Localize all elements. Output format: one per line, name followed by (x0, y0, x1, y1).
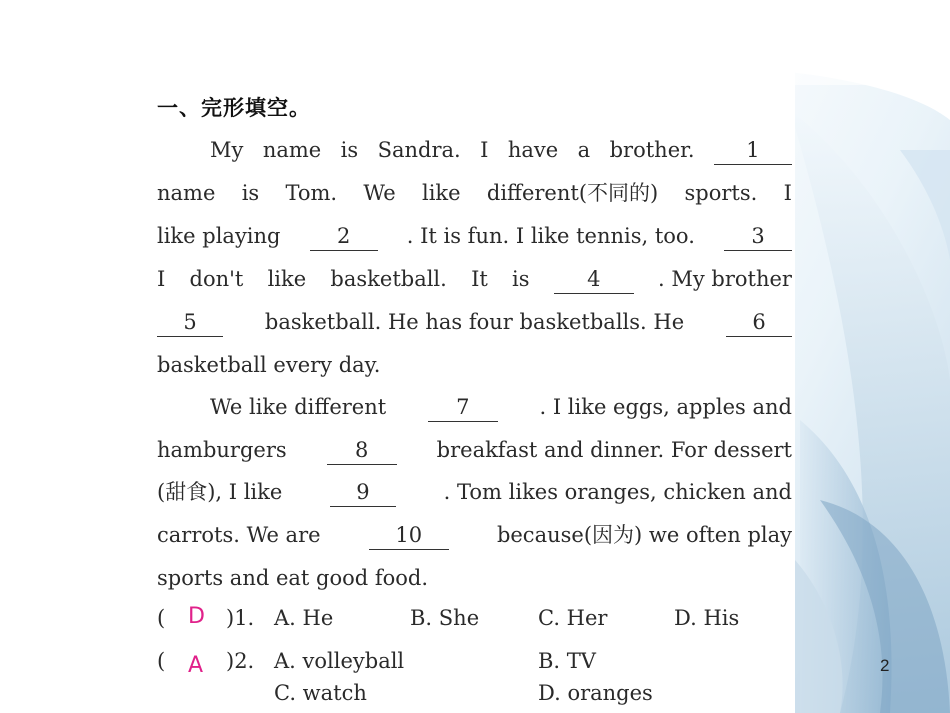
blank-8[interactable]: 8 (327, 437, 397, 465)
passage-line-2: name is Tom. We like different(不同的) sports. I (157, 181, 792, 205)
passage-line-9: (甜食), I like 9 . Tom likes oranges, chicken and (157, 474, 792, 510)
q1-option-c[interactable]: C. Her (538, 606, 608, 630)
passage-line-5: 5 basketball. He has four basketballs. He 6 (157, 304, 792, 340)
passage-line-8: hamburgers 8 breakfast and dinner. For dessert (157, 432, 792, 468)
q2-option-c[interactable]: C. watch (274, 681, 367, 705)
passage-line-4: I don't like basketball. It is 4 . My brother (157, 261, 792, 297)
answer-2: A (188, 653, 204, 678)
section-heading: 一、完形填空。 (157, 96, 311, 120)
blank-2[interactable]: 2 (310, 223, 378, 251)
passage-line-1: My name is Sandra. I have a brother. 1 (210, 132, 792, 168)
q2-option-b[interactable]: B. TV (538, 649, 596, 673)
blank-3[interactable]: 3 (724, 223, 792, 251)
answer-1: D (188, 604, 205, 629)
passage-line-10: carrots. We are 10 because(因为) we often play (157, 517, 792, 553)
q1-option-a[interactable]: A. He (274, 606, 334, 630)
worksheet: 一、完形填空。 My name is Sandra. I have a brother. 1 name is Tom. We like different(不同的) sports. I like playing 2 . It is fun. I like tennis, too. 3 I don't like basketball. It is 4 . My brother 5 basketball. He has four basketballs. He 6 basketball every day. We like different 7 . I like eggs, apples and hamburgers 8 breakfast and dinner. For dessert (甜食), I like 9 . Tom likes oranges, chicken and carrots. We are 10 because(因为) we often play sports and eat good food. ( D )1. A. He B. She C. Her D. His ( A )2. A. volleyball B. TV C. watch D. oranges (0, 0, 950, 713)
blank-10[interactable]: 10 (369, 522, 449, 550)
blank-7[interactable]: 7 (428, 394, 498, 422)
blank-1[interactable]: 1 (714, 137, 792, 165)
q2-option-d[interactable]: D. oranges (538, 681, 653, 705)
passage-line-11: sports and eat good food. (157, 566, 429, 590)
blank-9[interactable]: 9 (330, 479, 396, 507)
q2-option-a[interactable]: A. volleyball (274, 649, 405, 673)
blank-4[interactable]: 4 (554, 266, 634, 294)
passage-line-6: basketball every day. (157, 353, 381, 377)
page-number: 2 (880, 656, 890, 675)
blank-6[interactable]: 6 (726, 309, 792, 337)
blank-5[interactable]: 5 (157, 309, 223, 337)
passage-line-7: We like different 7 . I like eggs, apples and (210, 389, 792, 425)
q1-option-d[interactable]: D. His (674, 606, 740, 630)
passage-line-3: like playing 2 . It is fun. I like tennis, too. 3 (157, 218, 792, 254)
q1-option-b[interactable]: B. She (410, 606, 480, 630)
